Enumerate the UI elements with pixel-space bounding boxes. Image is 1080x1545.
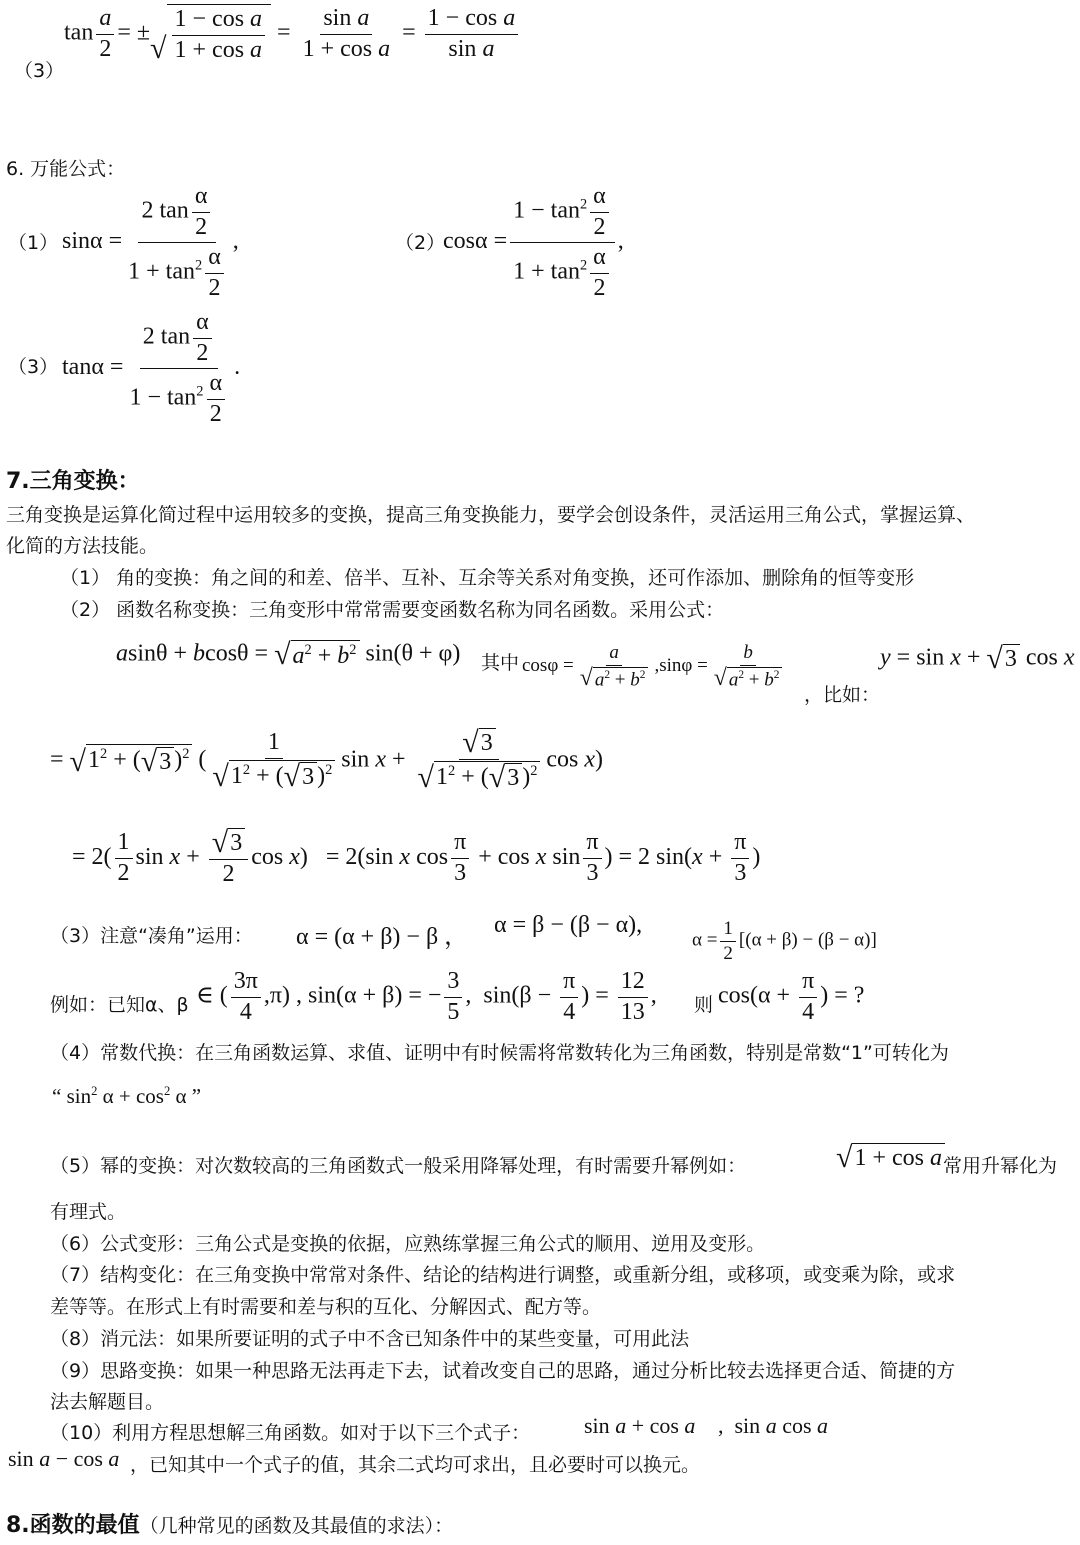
item-label-6-1: （1） (8, 232, 59, 254)
section-7-intro-line1: 三角变换是运算化简过程中运用较多的变换，提高三角变换能力，要学会创设条件，灵活运用三角公式，掌握运算、 (6, 504, 976, 526)
formula-sin-times-cos: , sin a cos a (718, 1413, 829, 1438)
section-7-item10: （10）利用方程思想解三角函数。如对于以下三个式子： (50, 1422, 531, 1444)
section-7-item9-line1: （9）思路变换：如果一种思路无法再走下去，试着改变自己的思路，通过分析比较去选择更合适、简捷的方 (50, 1360, 956, 1382)
formula-expansion-2: = 2( $\frac{1}{2}$ sin x + √ 3 2 cos x) = 2(sin x cos $\frac{\pi}{3}$ + cos x sin $\frac{\pi}{3}$ ) = 2 sin(x + $\frac{\pi}{3}$ ) (72, 826, 761, 887)
formula-tan-half-angle: tan $\frac{a}{2}$ = ± √ $\frac{\text{1 − cos a}}{\text{1 + cos a}}$ = $\frac{\text{sin a}}{\text{1 + cos a}}$ = $\frac{\text{1 − cos a}}{\text{sin a}}$ (64, 4, 521, 64)
section-7-item7-line2: 差等等。在形式上有时需要和差与积的互化、分解因式、配方等。 (50, 1296, 602, 1318)
section-7-item7-line1: （7）结构变化：在三角变换中常常对条件、结论的结构进行调整，或重新分组，或移项，或变乘为除，或求 (50, 1264, 956, 1286)
section-8-title: 8.函数的最值 (6, 1513, 140, 1538)
formula-sin-minus-cos: sin a − cos a (8, 1446, 120, 1471)
section-8-subtitle: （几种常见的函数及其最值的求法）： (139, 1515, 454, 1537)
example-text: 例如：已知α、β (50, 994, 189, 1016)
section-7-item5-line2: 有理式。 (50, 1201, 127, 1223)
formula-angle-combine-2: α = β − (β − α), (494, 912, 643, 938)
section-7-item2: （2） 函数名称变换：三角变形中常常需要变函数名称为同名函数。采用公式： (60, 599, 725, 621)
formula-universal-cos: cosα = $1 - \tan^2$ $\frac{\alpha}{2}$ $1 + \tan^2$ $\frac{\alpha}{2}$ , (443, 183, 624, 301)
formula-phi-def: cosφ = a √ $a^2 + b^2$ ,sinφ = b √ $a^2 + b^2$ (522, 642, 788, 691)
section-7-item10-tail: ，已知其中一个式子的值，其余二式均可求出，且必要时可以换元。 (130, 1454, 701, 1476)
formula-example-question: cos(α + $\frac{\pi}{4}$ ) = ? (718, 968, 865, 1025)
section-7-intro-line2: 化简的方法技能。 (6, 535, 159, 557)
section-7-item9-line2: 法去解题目。 (50, 1391, 165, 1413)
section-7-title: 7.三角变换： (6, 469, 140, 494)
section-8-heading (6, 1508, 453, 1539)
formula-sin-plus-cos: sin a + cos a (584, 1413, 696, 1438)
formula-example-y: y = sin x + √ 3 cos x (880, 642, 1075, 675)
formula-sqrt-1-plus-cos: √ 1 + cos a (836, 1143, 945, 1173)
formula-example-condition: ∈ ( $\frac{3\pi}{4}$ ,π) , sin(α + β) = − $\frac{3}{5}$ , sin(β − $\frac{\pi}{4}$ ) = $\frac{12}{13}$ , (196, 968, 657, 1025)
section-7-item3: （3）注意“凑角”运用： (50, 925, 253, 947)
then-text: 则 (694, 994, 714, 1016)
section-7-item5-tail: 常用升幂化为 (943, 1155, 1058, 1177)
section-7-item4: （4）常数代换：在三角函数运算、求值、证明中有时候需将常数转化为三角函数，特别是常数“1”可转化为 (50, 1042, 949, 1064)
formula-universal-sin: sinα = 2 tan $\frac{\alpha}{2}$ $1 + \tan^2$ $\frac{\alpha}{2}$ , (62, 183, 239, 301)
item-label-6-3: （3） (8, 356, 59, 378)
formula-angle-combine-1: α = (α + β) − β ， (296, 924, 469, 950)
item-label-6-2: （2） (395, 232, 446, 254)
where-text: 其中 (481, 652, 520, 674)
for-example-text: ，比如： (804, 684, 881, 706)
formula-expansion-1: = √ $1^2$ + ( √ 3 )$^2$ ( 1 √ $1^2$ + ( √ 3 )$^2$ sin x + √ 3 √ $1^2$ + ( √ 3 )$^2$ cos x) (50, 726, 604, 795)
section-7-item5: （5）幂的变换：对次数较高的三角函数式一般采用降幂处理，有时需要升幂例如： (50, 1155, 747, 1177)
formula-sin2-cos2: “ $\sin^2 \alpha + \cos^2 \alpha$ ” (52, 1084, 202, 1108)
item-label-5-3: （3） (14, 60, 65, 82)
formula-angle-combine-3: α = $\frac{1}{2}$ [(α + β) − (β − α)] (692, 918, 877, 964)
section-7-item8: （8）消元法：如果所要证明的式子中不含已知条件中的某些变量，可用此法 (50, 1328, 690, 1350)
section-7-item6: （6）公式变形：三角公式是变换的依据，应熟练掌握三角公式的顺用、逆用及变形。 (50, 1233, 766, 1255)
formula-universal-tan: tanα = 2 tan $\frac{\alpha}{2}$ $1 - \tan^2$ $\frac{\alpha}{2}$ . (62, 309, 241, 427)
section-6-title: 6. 万能公式： (6, 158, 126, 180)
section-7-item1: （1） 角的变换：角之间的和差、倍半、互补、互余等关系对角变换，还可作添加、删除角的恒等变形 (60, 567, 915, 589)
formula-auxiliary-angle: asinθ + bcosθ = √ $a^2 + b^2$ sin(θ + φ) (116, 638, 461, 671)
